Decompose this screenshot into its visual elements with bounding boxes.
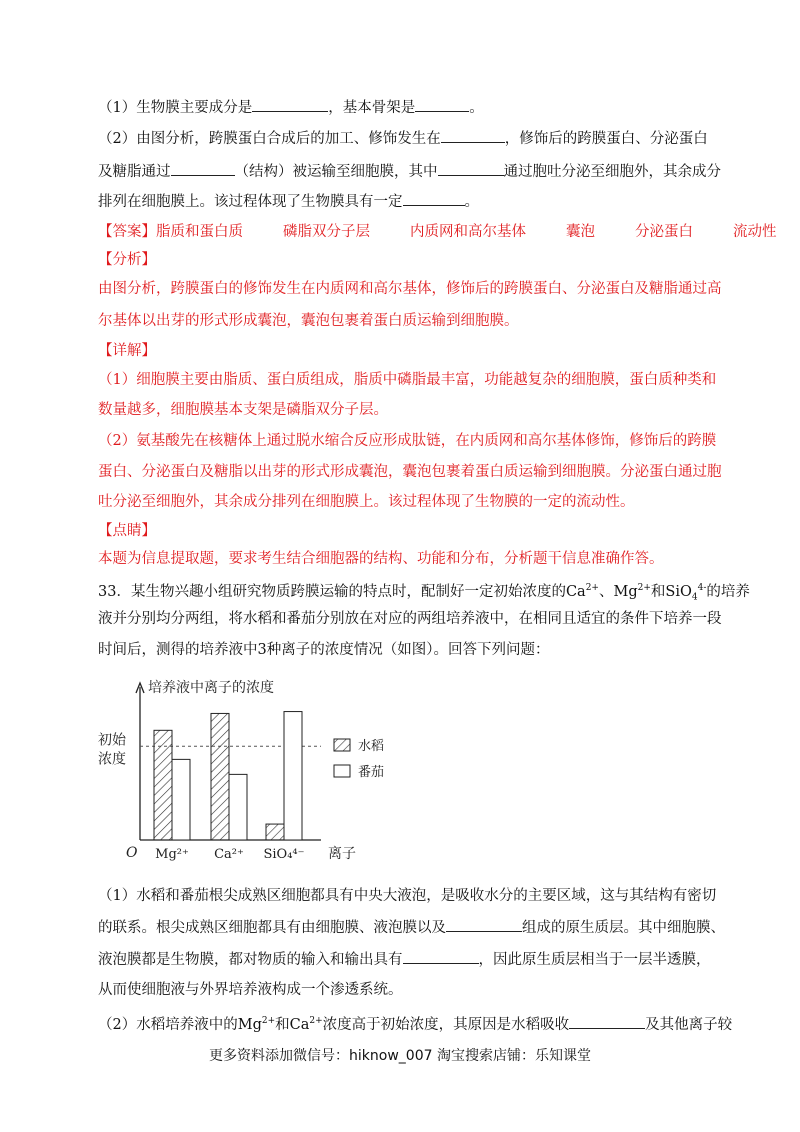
answer-line: 【答案】脂质和蛋白质 磷脂双分子层 内质网和高尔基体 囊泡 分泌蛋白 流动性 (98, 224, 777, 240)
q32-line-3: 及糖脂通过 （结构）被运输至细胞膜，其中 通过胞吐分泌至细胞外，其余成分 (98, 161, 721, 182)
detail-p2-line-2: 蛋白、分泌蛋白及糖脂以出芽的形式形成囊泡，囊泡包裹着蛋白质运输到细胞膜。分泌蛋白通过胞 (98, 464, 722, 480)
q33-s1-line-1: （1）水稻和番茄根尖成熟区细胞都具有中央大液泡，是吸收水分的主要区域，这与其结构有密切 (98, 888, 717, 904)
detail-p1-line-1: （1）细胞膜主要由脂质、蛋白质组成，脂质中磷脂最丰富，功能越复杂的细胞膜，蛋白质种类和 (98, 372, 717, 388)
q32-line-1: （1）生物膜主要成分是 ，基本骨架是 。 (98, 97, 484, 118)
answer-blank (252, 97, 328, 112)
q33-s1-line-4: 从而使细胞液与外界培养液构成一个渗透系统。 (98, 982, 403, 998)
origin-label: O (126, 845, 138, 861)
bar-rice-1 (211, 713, 229, 840)
reference-label-bottom: 浓度 (98, 751, 126, 768)
answer-blank (446, 917, 522, 932)
q33-line-2: 液并分别均分两组，将水稻和番茄分别放在对应的两组培养液中，在相同且适宜的条件下培养一段 (98, 611, 722, 627)
q33-line-3: 时间后，测得的培养液中3种离子的浓度情况（如图）。回答下列问题： (98, 642, 550, 658)
answer-label: 【答案】 (98, 224, 156, 240)
q33-s2-line-1: （2）水稻培养液中的$Mg^{2+}$和$Ca^{2+}$浓度高于初始浓度，其原因是水稻吸收 及其他离子较 (98, 1011, 732, 1035)
detail-p2-line-1: （2）氨基酸先在核糖体上通过脱水缩合反应形成肽链，在内质网和高尔基体修饰，修饰后的跨膜 (98, 433, 717, 449)
footer-note: 更多资料添加微信号：hiknow_007 淘宝搜索店铺：乐知课堂 (209, 1048, 591, 1064)
answer-blank (569, 1014, 645, 1029)
answer-blank (403, 949, 479, 964)
category-label: SiO₄⁴⁻ (263, 847, 305, 862)
answer-blank (441, 128, 505, 143)
comment-text: 本题为信息提取题，要求考生结合细胞器的结构、功能和分布，分析题干信息准确作答。 (98, 551, 664, 567)
ion-concentration-chart (96, 675, 426, 865)
detail-p1-line-2: 数量越多，细胞膜基本支架是磷脂双分子层。 (98, 402, 388, 418)
bar-tomato-1 (229, 774, 247, 840)
legend-swatch-1 (334, 765, 350, 777)
analysis-line-2: 尔基体以出芽的形式形成囊泡，囊泡包裹着蛋白质运输到细胞膜。 (98, 313, 519, 329)
legend-label-0: 水稻 (358, 739, 385, 754)
category-label: Mg²⁺ (155, 847, 189, 862)
bar-rice-2 (266, 824, 284, 840)
answer-blank (403, 191, 465, 206)
legend-swatch-0 (334, 739, 350, 751)
comment-label: 【点睛】 (98, 523, 156, 539)
answer-blank (415, 97, 469, 112)
q32-line-2: （2）由图分析，跨膜蛋白合成后的加工、修饰发生在 ，修饰后的跨膜蛋白、分泌蛋白 (98, 128, 708, 149)
x-axis-label: 离子 (328, 846, 356, 862)
answer-blank (438, 161, 504, 176)
bar-tomato-2 (284, 712, 302, 840)
q33-s1-line-3: 液泡膜都是生物膜，都对物质的输入和输出具有 ，因此原生质层相当于一层半透膜， (98, 949, 711, 970)
analysis-line-1: 由图分析，跨膜蛋白的修饰发生在内质网和高尔基体，修饰后的跨膜蛋白、分泌蛋白及糖脂通过高 (98, 281, 722, 297)
detail-p2-line-3: 吐分泌至细胞外，其余成分排列在细胞膜上。该过程体现了生物膜的一定的流动性。 (98, 494, 635, 510)
analysis-label: 【分析】 (98, 252, 156, 268)
category-label: Ca²⁺ (214, 847, 244, 862)
answer-blank (171, 161, 235, 176)
q32-line-4: 排列在细胞膜上。该过程体现了生物膜具有一定 。 (98, 191, 479, 212)
reference-label-top: 初始 (98, 732, 126, 749)
legend-label-1: 番茄 (358, 765, 385, 780)
q33-line-1: 33．某生物兴趣小组研究物质跨膜运输的特点时，配制好一定初始浓度的$Ca^{2+}$、$Mg^{2+}$和SiO$_4^{4-}$的培养 (98, 583, 750, 603)
detail-label: 【详解】 (98, 343, 156, 359)
q33-s1-line-2: 的联系。根尖成熟区细胞都具有由细胞膜、液泡膜以及 组成的原生质层。其中细胞膜、 (98, 917, 725, 938)
y-axis-label: 培养液中离子的浓度 (148, 680, 274, 696)
bar-rice-0 (154, 730, 172, 840)
bar-tomato-0 (172, 759, 190, 840)
